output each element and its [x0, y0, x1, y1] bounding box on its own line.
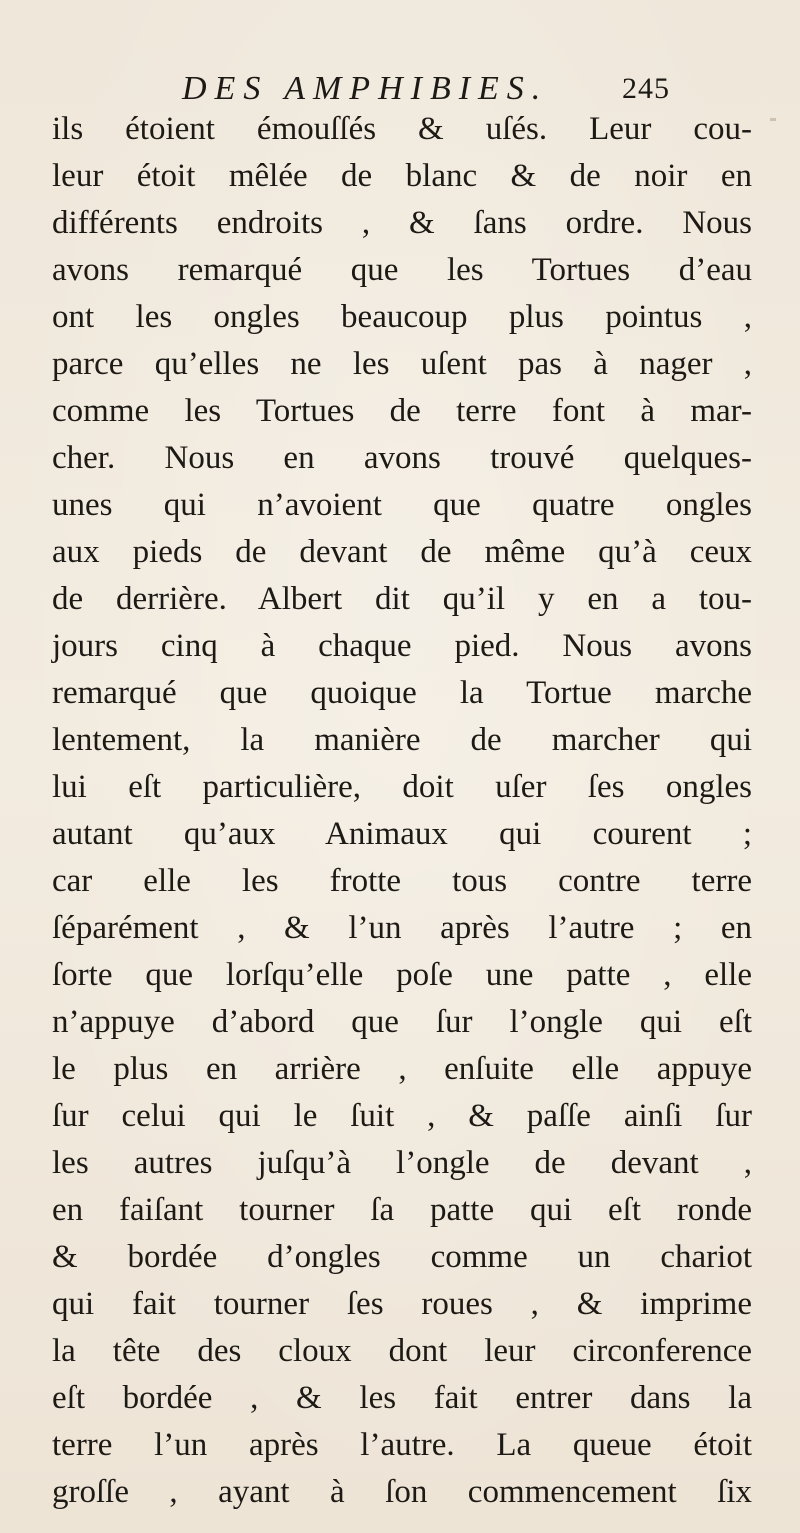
- text-line: ſorte que lorſqu’elle poſe une patte , elle: [52, 957, 752, 993]
- text-line: remarqué que quoique la Tortue marche: [52, 675, 752, 711]
- text-line: & bordée d’ongles comme un chariot: [52, 1239, 752, 1275]
- page-number: 245: [622, 72, 670, 105]
- running-head: [170, 70, 670, 110]
- text-line: unes qui n’avoient que quatre ongles: [52, 487, 752, 523]
- text-line: car elle les frotte tous contre terre: [52, 863, 752, 899]
- text-line: ſur celui qui le ſuit , & paſſe ainſi ſur: [52, 1098, 752, 1134]
- text-line: ont les ongles beaucoup plus pointus ,: [52, 299, 752, 335]
- text-line: parce qu’elles ne les uſent pas à nager ,: [52, 346, 752, 382]
- text-line: autant qu’aux Animaux qui courent ;: [52, 816, 752, 852]
- text-line: ſéparément , & l’un après l’autre ; en: [52, 910, 752, 946]
- text-line: en faiſant tourner ſa patte qui eſt ronde: [52, 1192, 752, 1228]
- text-line: le plus en arrière , enſuite elle appuye: [52, 1051, 752, 1087]
- text-line: la tête des cloux dont leur circonference: [52, 1333, 752, 1369]
- text-line: leur étoit mêlée de blanc & de noir en: [52, 158, 752, 194]
- text-line: aux pieds de devant de même qu’à ceux: [52, 534, 752, 570]
- text-line: comme les Tortues de terre font à mar-: [52, 393, 752, 429]
- text-line: ils étoient émouſſés & uſés. Leur cou-: [52, 111, 752, 147]
- text-line: terre l’un après l’autre. La queue étoit: [52, 1427, 752, 1463]
- body-text: [52, 106, 752, 1516]
- text-line: eſt bordée , & les fait entrer dans la: [52, 1380, 752, 1416]
- running-head-title: DES AMPHIBIES.: [182, 70, 549, 107]
- text-line: groſſe , ayant à ſon commencement ſix: [52, 1474, 752, 1510]
- text-line: avons remarqué que les Tortues d’eau: [52, 252, 752, 288]
- text-line: n’appuye d’abord que ſur l’ongle qui eſt: [52, 1004, 752, 1040]
- margin-mark: [770, 118, 776, 121]
- text-line: différents endroits , & ſans ordre. Nous: [52, 205, 752, 241]
- text-line: jours cinq à chaque pied. Nous avons: [52, 628, 752, 664]
- text-line: lentement, la manière de marcher qui: [52, 722, 752, 758]
- text-line: les autres juſqu’à l’ongle de devant ,: [52, 1145, 752, 1181]
- text-line: de derrière. Albert dit qu’il y en a tou-: [52, 581, 752, 617]
- text-line: qui fait tourner ſes roues , & imprime: [52, 1286, 752, 1322]
- text-line: cher. Nous en avons trouvé quelques-: [52, 440, 752, 476]
- text-line: lui eſt particulière, doit uſer ſes ongles: [52, 769, 752, 805]
